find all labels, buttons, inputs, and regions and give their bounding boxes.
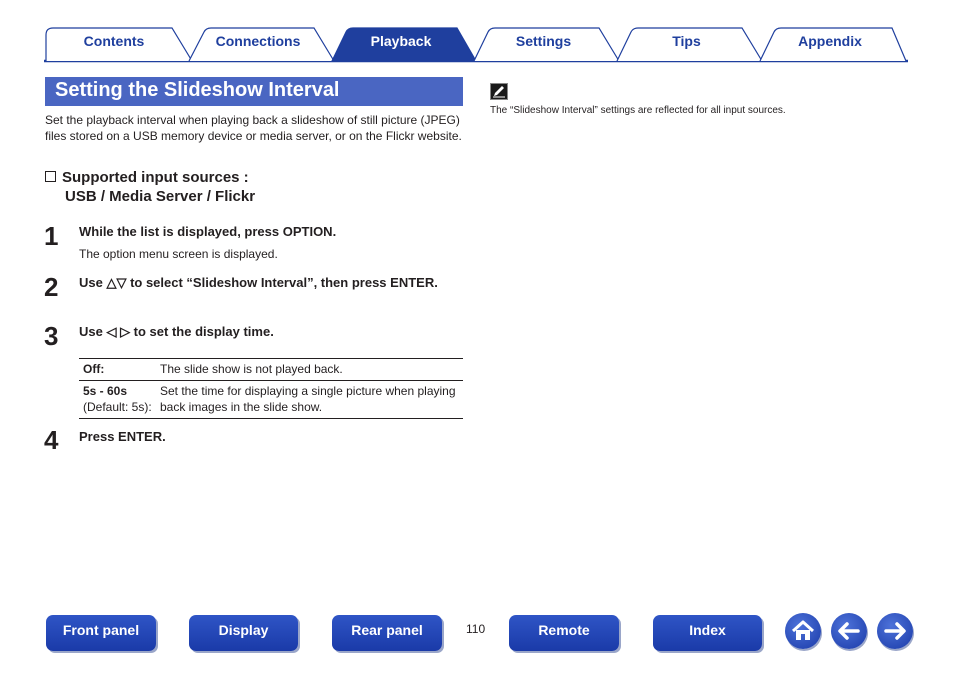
option-key: 5s - 60s (Default: 5s): <box>83 384 152 414</box>
display-button[interactable]: Display <box>189 615 298 651</box>
step-number: 3 <box>44 321 59 351</box>
remote-button[interactable]: Remote <box>509 615 619 651</box>
section-title: Setting the Slideshow Interval <box>55 79 340 101</box>
supported-sources <box>45 168 255 206</box>
checkbox-bullet-icon <box>45 171 56 182</box>
step-instruction: While the list is displayed, press OPTION. <box>79 224 337 239</box>
pencil-note-icon <box>490 83 508 100</box>
tab-contents[interactable]: Contents <box>83 33 145 49</box>
option-default: (Default: 5s): <box>83 400 152 414</box>
step-instruction: Use △▽ to select “Slideshow Interval”, then press ENTER. <box>79 275 438 290</box>
tab-playback[interactable]: Playback <box>370 33 432 49</box>
step-instruction: Press ENTER. <box>79 429 166 444</box>
tab-appendix[interactable]: Appendix <box>798 33 862 49</box>
tab-bar <box>44 27 908 63</box>
step-instruction: Use ◁ ▷ to set the display time. <box>79 324 274 339</box>
tab-connections[interactable]: Connections <box>215 33 301 49</box>
table-row <box>79 381 463 419</box>
step-result: The option menu screen is displayed. <box>79 247 278 261</box>
tab-tips[interactable]: Tips <box>672 33 701 49</box>
index-button[interactable]: Index <box>653 615 762 651</box>
intro-paragraph: Set the playback interval when playing back a slideshow of still picture (JPEG) files stored on a USB memory device or media server, or on the Flickr website. <box>45 113 462 143</box>
options-table <box>79 358 463 419</box>
forward-arrow-icon[interactable] <box>877 613 913 649</box>
page-number: 110 <box>466 622 486 636</box>
tab-settings[interactable]: Settings <box>515 33 572 49</box>
section-heading <box>45 77 463 106</box>
sources-value: USB / Media Server / Flickr <box>65 188 256 205</box>
table-row <box>79 359 463 381</box>
option-key: Off: <box>83 362 105 376</box>
home-icon[interactable] <box>785 613 821 649</box>
rear-panel-button[interactable]: Rear panel <box>332 615 442 651</box>
step-number: 4 <box>44 425 59 455</box>
sources-label: Supported input sources : <box>62 169 249 186</box>
step-number: 2 <box>44 272 59 302</box>
option-description: The slide show is not played back. <box>160 362 343 376</box>
back-arrow-icon[interactable] <box>831 613 867 649</box>
front-panel-button[interactable]: Front panel <box>46 615 156 651</box>
option-description: Set the time for displaying a single picture when playing back images in the slide show. <box>160 384 456 414</box>
note-text: The “Slideshow Interval” settings are reflected for all input sources. <box>490 105 786 116</box>
step-number: 1 <box>44 221 59 251</box>
